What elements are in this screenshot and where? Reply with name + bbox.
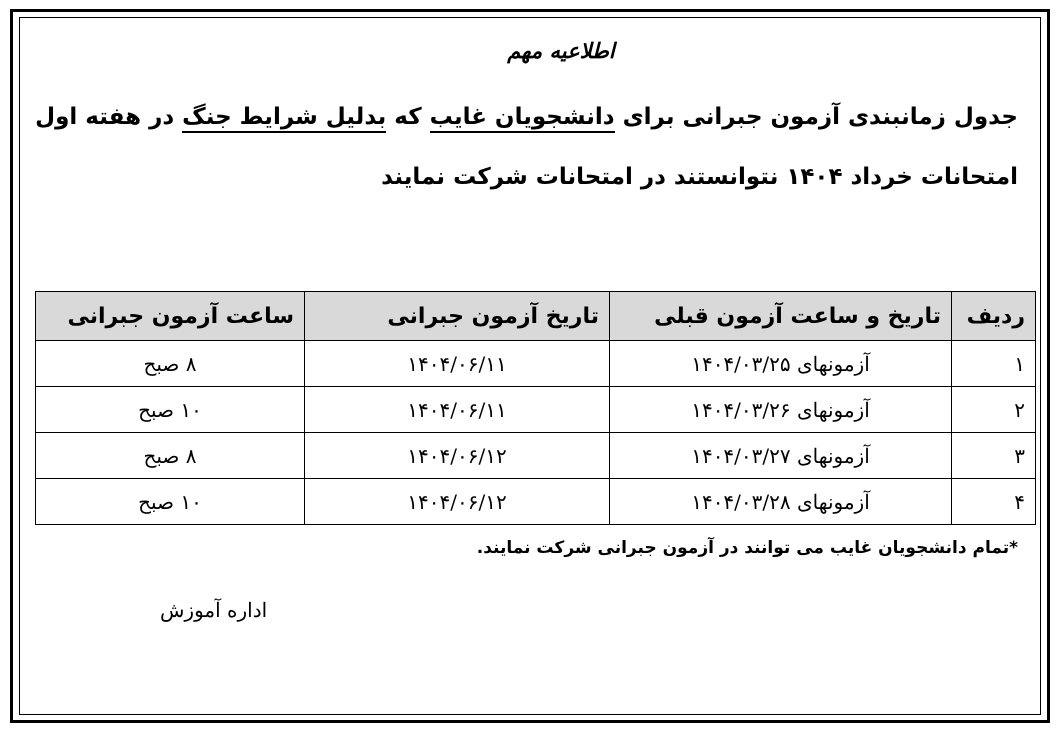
row-index: ۲ xyxy=(952,387,1036,433)
header-index: ردیف xyxy=(952,292,1036,341)
row-previous-exam: آزمونهای ۱۴۰۴/۰۳/۲۶ xyxy=(610,387,952,433)
row-index: ۱ xyxy=(952,341,1036,387)
row-makeup-date: ۱۴۰۴/۰۶/۱۱ xyxy=(305,341,610,387)
heading-line-2: امتحانات خرداد ۱۴۰۴ نتوانستند در امتحانات شرکت نمایند xyxy=(381,164,1018,190)
row-makeup-time: ۱۰ صبح xyxy=(36,479,305,525)
row-previous-exam: آزمونهای ۱۴۰۴/۰۳/۲۷ xyxy=(610,433,952,479)
table-row xyxy=(36,341,1036,387)
table-row xyxy=(36,433,1036,479)
header-previous-exam: تاریخ و ساعت آزمون قبلی xyxy=(610,292,952,341)
table-row xyxy=(36,387,1036,433)
heading-underlined-war-conditions: بدلیل شرایط جنگ xyxy=(182,104,386,133)
row-makeup-date: ۱۴۰۴/۰۶/۱۲ xyxy=(305,433,610,479)
header-makeup-date: تاریخ آزمون جبرانی xyxy=(305,292,610,341)
row-makeup-date: ۱۴۰۴/۰۶/۱۲ xyxy=(305,479,610,525)
header-makeup-time: ساعت آزمون جبرانی xyxy=(36,292,305,341)
heading-text-2: که xyxy=(386,104,430,130)
signature-education-office: اداره آموزش xyxy=(160,598,268,622)
exam-schedule-table xyxy=(35,291,1036,525)
heading-underlined-absent-students: دانشجویان غایب xyxy=(430,104,615,133)
row-makeup-date: ۱۴۰۴/۰۶/۱۱ xyxy=(305,387,610,433)
row-previous-exam: آزمونهای ۱۴۰۴/۰۳/۲۸ xyxy=(610,479,952,525)
row-index: ۳ xyxy=(952,433,1036,479)
heading-text-1: جدول زمانبندی آزمون جبرانی برای xyxy=(614,104,1018,130)
table-row xyxy=(36,479,1036,525)
heading-line-1 xyxy=(35,104,1018,130)
row-index: ۴ xyxy=(952,479,1036,525)
table-header-row xyxy=(36,292,1036,341)
row-makeup-time: ۸ صبح xyxy=(36,341,305,387)
row-makeup-time: ۸ صبح xyxy=(36,433,305,479)
row-previous-exam: آزمونهای ۱۴۰۴/۰۳/۲۵ xyxy=(610,341,952,387)
heading-text-3: در هفته اول xyxy=(35,104,183,130)
footnote: *تمام دانشجویان غایب می توانند در آزمون جبرانی شرکت نمایند. xyxy=(476,538,1018,558)
notice-title: اطلاعیه مهم xyxy=(507,38,615,63)
row-makeup-time: ۱۰ صبح xyxy=(36,387,305,433)
